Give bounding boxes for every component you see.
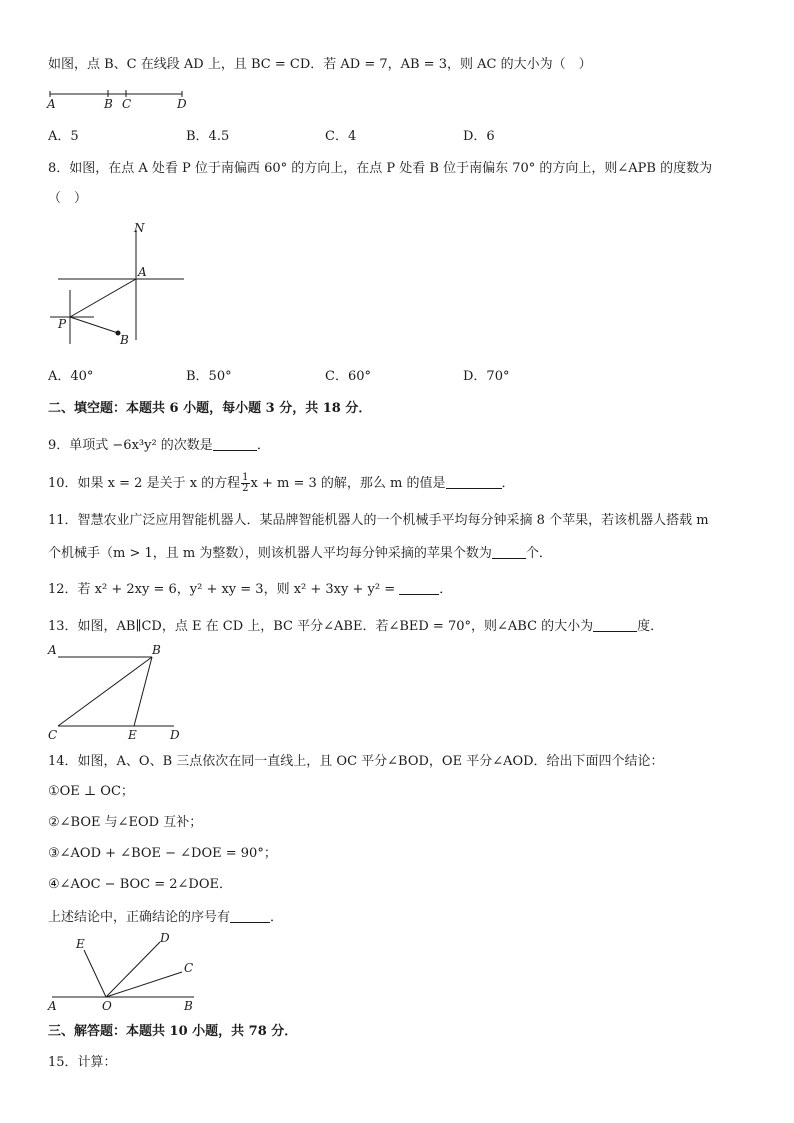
q8-text-line1: 8．如图，在点 A 处看 P 位于南偏西 60° 的方向上，在点 P 处看 B 位于南偏东 70° 的方向上，则∠APB 的度数为 [48,161,713,176]
q14-answer-blank[interactable] [230,908,270,923]
section-3-heading: 三、解答题：本题共 10 小题，共 78 分． [48,1024,298,1039]
q14-end: ． [270,910,284,925]
q13-end: 度． [637,619,664,634]
q14-item-2: ②∠BOE 与∠EOD 互补； [48,815,203,830]
q14-item-4: ④∠AOC − BOC = 2∠DOE． [48,877,232,892]
q13-label-e: E [128,728,137,742]
q11-end: 个． [525,546,552,561]
ray-oc [106,972,182,997]
q14-label-o: O [102,999,112,1013]
q15-text: 15．计算： [48,1055,117,1070]
ray-od [106,942,160,997]
q7-label-d: D [177,97,187,111]
q9-answer-blank[interactable] [213,436,257,451]
segment-be [134,657,152,726]
q13-text: 13．如图，AB∥CD，点 E 在 CD 上，BC 平分∠ABE．若∠BED = 70°，则∠ABC 的大小为 [48,619,594,634]
q13-label-d: D [170,728,180,742]
q10-end: ． [501,476,515,491]
segment-pb [70,317,118,333]
q12-line [48,580,452,599]
segment-bc [58,657,152,726]
q14-label-e: E [76,937,85,951]
q11-answer-blank[interactable] [492,544,526,559]
q8-option-b[interactable]: B．50° [186,369,232,384]
q8-label-p: P [58,317,67,331]
q10-fraction [241,473,249,494]
q7-label-b: B [104,97,113,111]
q14-item-3: ③∠AOD + ∠BOE − ∠DOE = 90°； [48,846,277,861]
q11-text-line2: 个机械手（m > 1，且 m 为整数），则该机器人平均每分钟采摘的苹果个数为 [48,546,492,561]
q12-end: ． [439,582,453,597]
q14-label-d: D [160,931,170,945]
q7-figure [44,88,194,112]
q9-line [48,436,270,455]
q7-text: 如图，点 B、C 在线段 AD 上，且 BC = CD．若 AD = 7，AB = 3，则 AC 的大小为（ ） [48,57,592,72]
q14-label-c: C [184,961,194,975]
q7-label-a: A [47,97,56,111]
q12-answer-blank[interactable] [399,580,439,595]
q7-label-c: C [122,97,132,111]
q8-label-a: A [138,265,147,279]
q8-label-b: B [120,333,129,347]
q8-figure [44,220,194,350]
q7-option-d[interactable]: D．6 [463,129,495,144]
q11-text-line1: 11．智慧农业广泛应用智能机器人．某品牌智能机器人的一个机械手平均每分钟采摘 8 个苹果，若该机器人搭载 m [48,513,709,528]
q10-text-middle: x + m = 3 的解，那么 m 的值是 [250,476,446,491]
q13-label-b: B [152,643,161,657]
q14-label-b: B [184,999,193,1013]
q14-item-1: ①OE ⊥ OC； [48,784,134,799]
q10-fraction-denominator: 2 [242,483,249,494]
q10-fraction-numerator: 1 [242,472,249,483]
segment-ap [70,279,136,317]
q10-answer-blank[interactable] [446,474,502,489]
q14-figure [44,930,204,1014]
q14-text: 14．如图，A、O、B 三点依次在同一直线上，且 OC 平分∠BOD，OE 平分∠AOD．给出下面四个结论： [48,754,664,769]
q13-figure [44,640,194,742]
q14-question-text: 上述结论中，正确结论的序号有 [48,910,231,925]
q8-label-n: N [134,221,145,235]
q8-option-c[interactable]: C．60° [325,369,371,384]
q7-option-b[interactable]: B．4.5 [186,129,230,144]
q7-option-a[interactable]: A．5 [48,129,79,144]
q12-text: 12．若 x² + 2xy = 6，y² + xy = 3，则 x² + 3xy + y² = [48,582,396,597]
q13-label-c: C [48,728,58,742]
q10-line [48,472,515,496]
q13-line [48,617,663,636]
q13-label-a: A [48,643,57,657]
q9-end: ． [256,438,270,453]
q9-text: 9．单项式 −6x³y² 的次数是 [48,438,213,453]
q8-text-line2: （ ） [48,191,88,206]
q11-line2 [48,544,552,563]
q10-text: 10．如果 x = 2 是关于 x 的方程 [48,476,241,491]
section-2-heading: 二、填空题：本题共 6 小题，每小题 3 分，共 18 分． [48,401,372,416]
q14-label-a: A [48,999,57,1013]
ray-oe [84,950,106,997]
q8-option-d[interactable]: D．70° [463,369,510,384]
q7-option-c[interactable]: C．4 [325,129,357,144]
q8-option-a[interactable]: A．40° [48,369,94,384]
q14-question [48,908,283,927]
q13-answer-blank[interactable] [593,617,637,632]
